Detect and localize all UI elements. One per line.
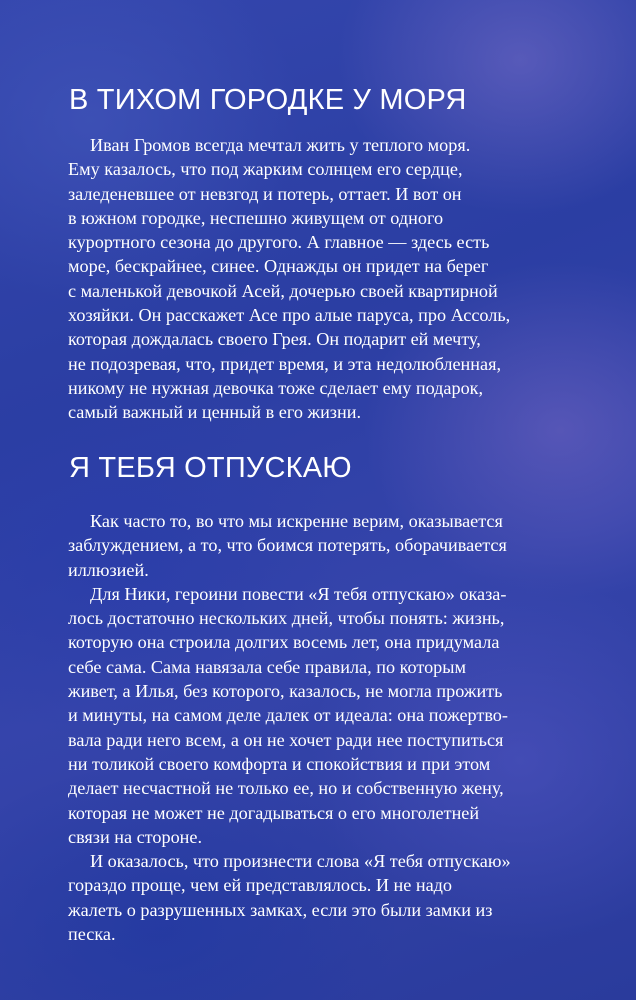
text-line: вала ради него всем, а он не хочет ради нее поступиться <box>68 729 504 750</box>
text-line: гораздо проще, чем ей представлялось. И не надо <box>68 875 453 896</box>
text-line: иллюзией. <box>68 559 149 580</box>
text-line: самый важный и ценный в его жизни. <box>68 402 361 423</box>
text-line: море, бескрайнее, синее. Однажды он придет на берег <box>68 256 489 277</box>
text-line: не подозревая, что, придет время, и эта недолюбленная, <box>68 353 501 374</box>
section-text-2 <box>68 509 584 946</box>
text-line: живет, а Илья, без которого, казалось, не могла прожить <box>68 681 503 702</box>
text-line: заледеневшее от невзгод и потерь, оттает. И вот он <box>68 183 462 204</box>
text-line: И оказалось, что произнести слова «Я тебя отпускаю» <box>90 851 511 872</box>
text-line: Ему казалось, что под жарким солнцем его сердце, <box>68 159 463 180</box>
section-heading-2: Я ТЕБЯ ОТПУСКАЮ <box>69 452 352 484</box>
text-line: которая не может не догадываться о его многолетней <box>68 802 480 823</box>
text-line: делает несчастной не только ее, но и собственную жену, <box>68 778 504 799</box>
text-line: себе сама. Сама навязала себе правила, по которым <box>68 656 466 677</box>
text-line: которую она строила долгих восемь лет, она придумала <box>68 632 500 653</box>
text-line: в южном городке, неспешно живущем от одного <box>68 207 444 228</box>
section-text-1 <box>68 133 584 425</box>
text-line: Иван Громов всегда мечтал жить у теплого моря. <box>90 135 471 155</box>
text-line: и минуты, на самом деле далек от идеала: она пожертво- <box>68 705 508 726</box>
text-line: связи на стороне. <box>68 826 203 847</box>
text-line: ни толикой своего комфорта и спокойствия и при этом <box>68 753 491 774</box>
text-line: никому не нужная девочка тоже сделает ему подарок, <box>68 377 484 398</box>
text-line: жалеть о разрушенных замках, если это были замки из <box>68 899 493 920</box>
section-heading-1: В ТИХОМ ГОРОДКЕ У МОРЯ <box>69 84 467 116</box>
text-line: Как часто то, во что мы искренне верим, оказывается <box>90 511 503 531</box>
text-line: заблуждением, а то, что боимся потерять, оборачивается <box>68 535 507 556</box>
text-line: курортного сезона до другого. А главное — здесь есть <box>68 232 490 253</box>
text-line: лось достаточно нескольких дней, чтобы понять: жизнь, <box>68 608 505 629</box>
text-line: песка. <box>68 924 116 945</box>
text-line: Для Ники, героини повести «Я тебя отпускаю» оказа- <box>90 583 507 604</box>
text-line: которая дождалась своего Грея. Он подарит ей мечту, <box>68 329 481 350</box>
text-line: хозяйки. Он расскажет Асе про алые паруса, про Ассоль, <box>68 305 511 326</box>
text-line: с маленькой девочкой Асей, дочерью своей квартирной <box>68 280 498 301</box>
